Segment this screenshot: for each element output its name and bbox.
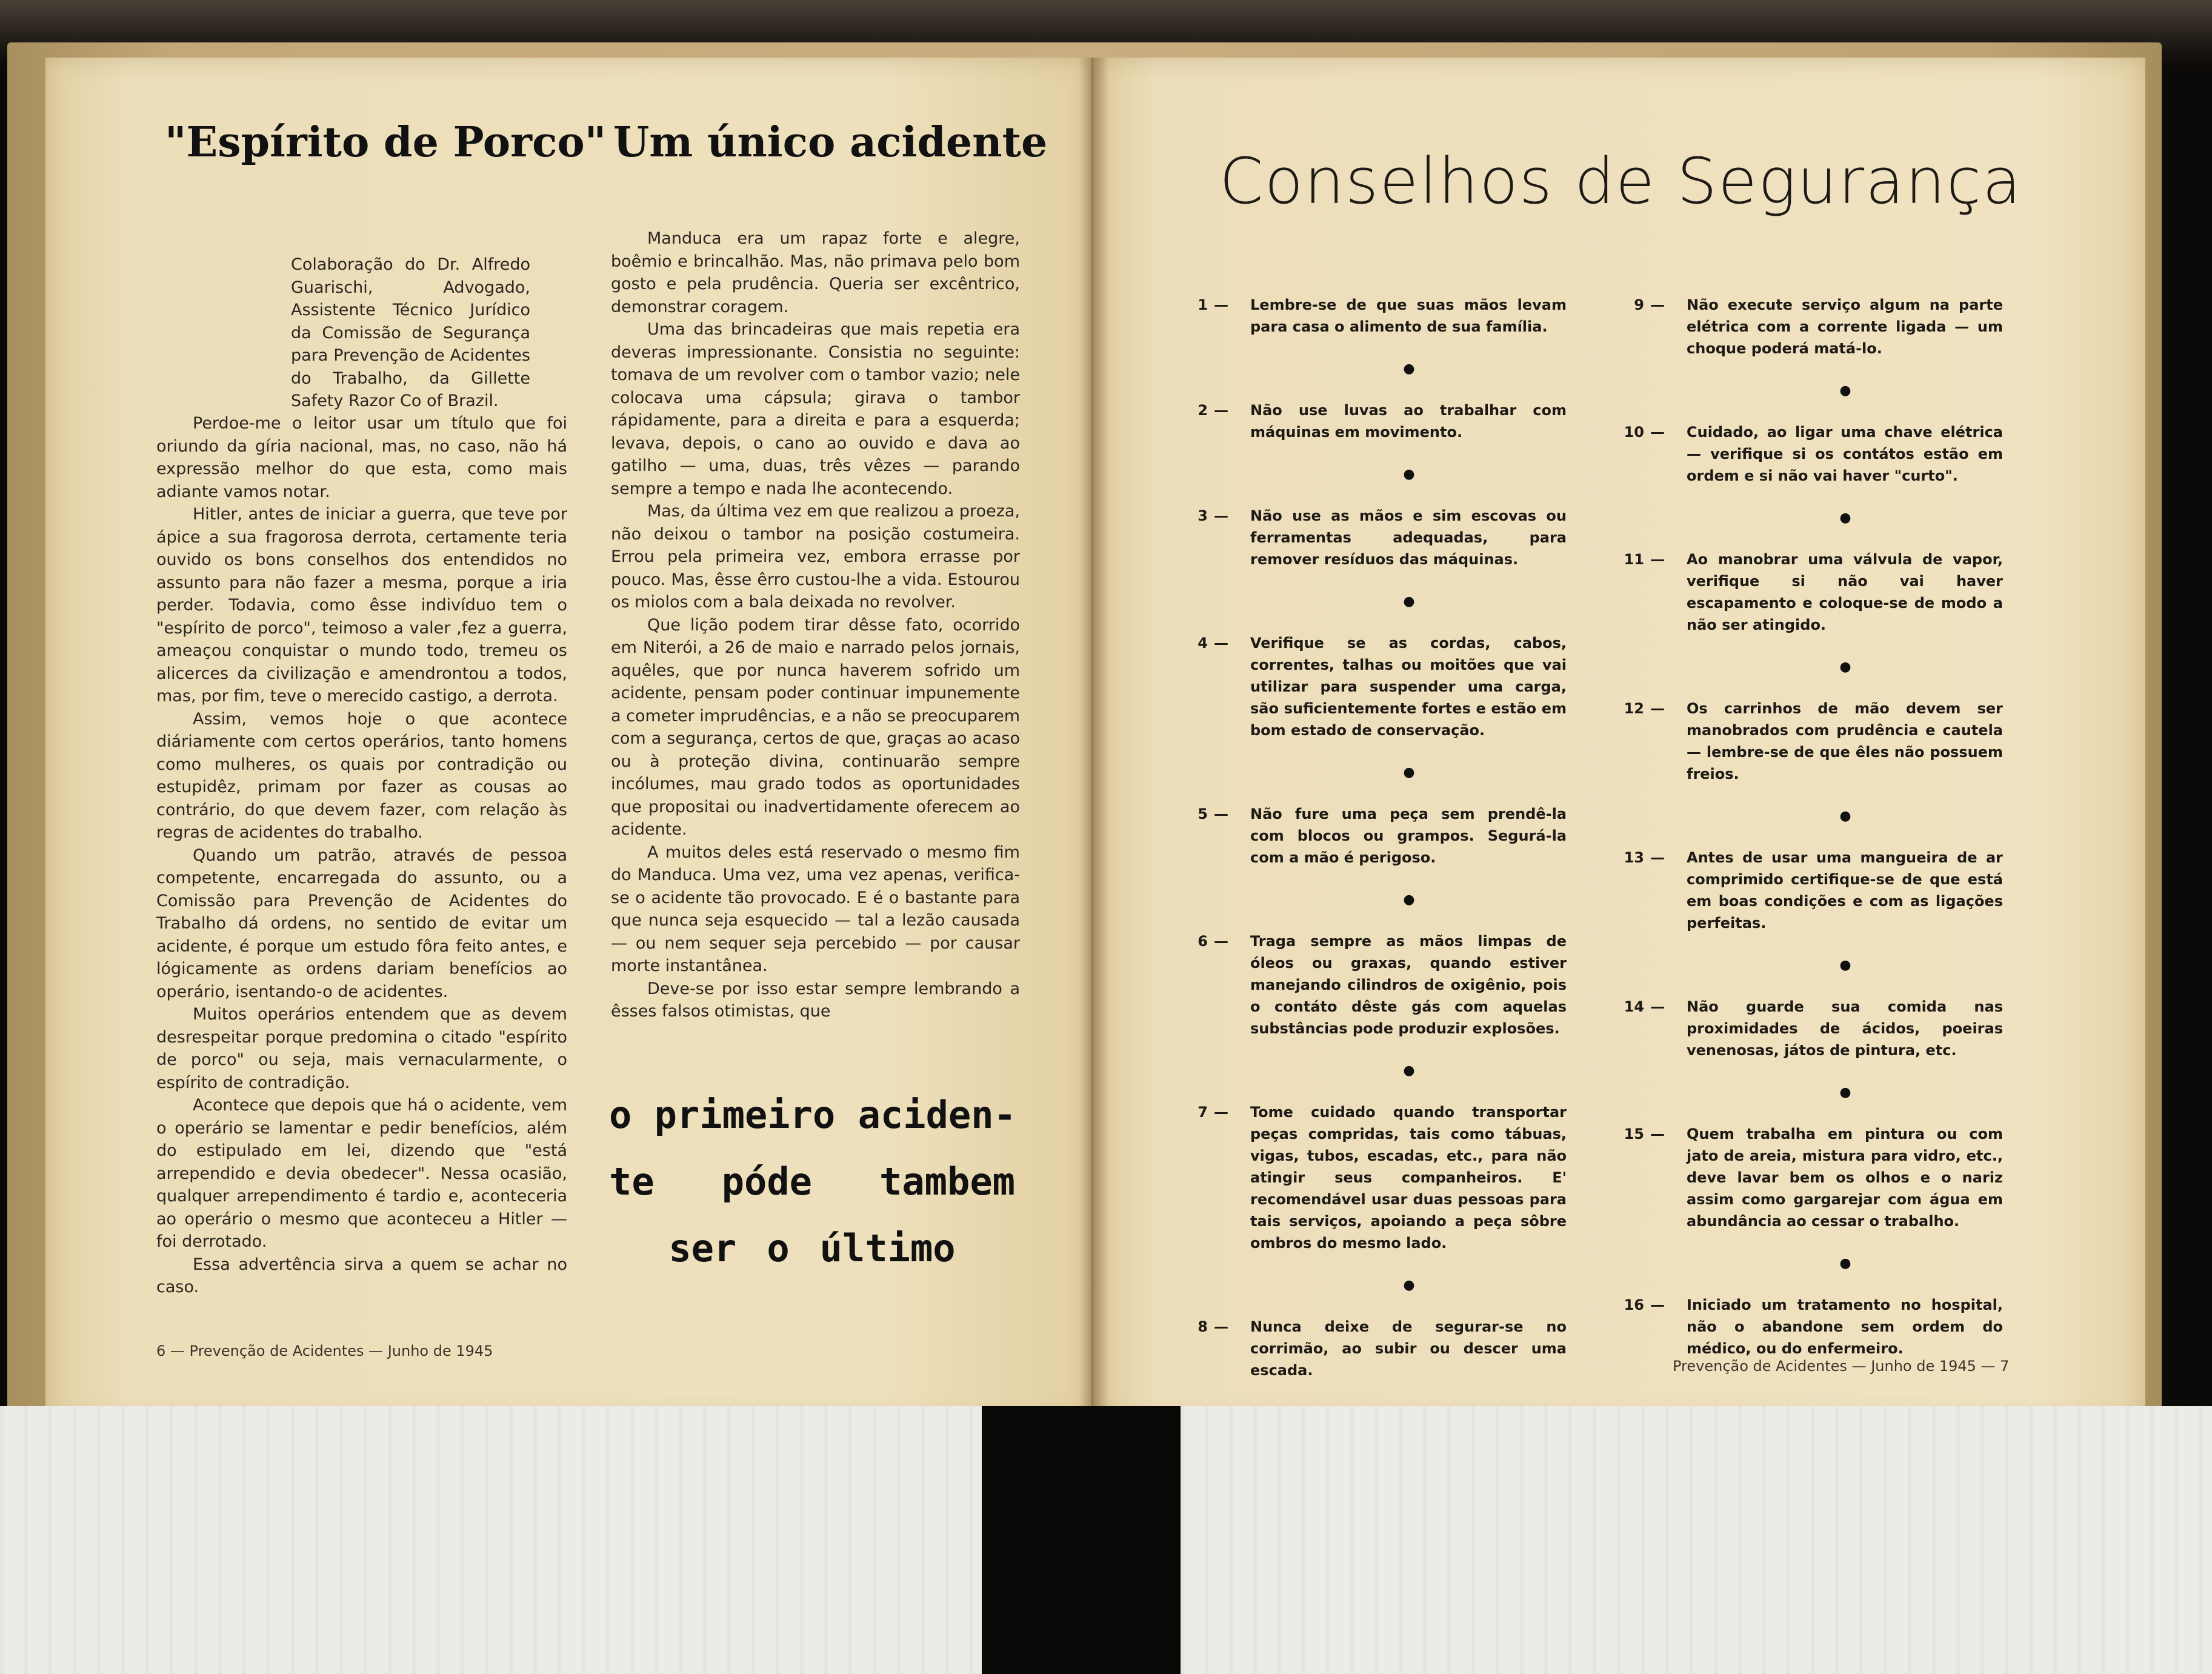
tip-number: 6 xyxy=(1198,933,1208,950)
tip-text: Os carrinhos de mão devem ser manobrados com prudência e cautela — lembre-se de que êles não possuem freios. xyxy=(1687,700,2003,782)
tip-item xyxy=(1179,803,1567,869)
bullet-separator: ● xyxy=(1403,593,1415,609)
article1-paragraph: Acontece que depois que há o acidente, vem o operário se lamentar e pedir benefícios, além do estipulado em lei, dizendo que "está arrependido e devia obedecer". Nessa ocasião, qualquer arrependimento é tardio e, aconteceria ao operário o mesmo que aconteceu a Hitler — foi derrotado. xyxy=(156,1096,567,1251)
bullet-separator: ● xyxy=(1839,382,1851,398)
callout-primeiro-acidente xyxy=(609,1082,1016,1282)
callout-word: o xyxy=(767,1226,790,1270)
right-page-footer: Prevenção de Acidentes — Junho de 1945 — 7 xyxy=(1673,1358,2010,1375)
bullet-separator: ● xyxy=(1839,957,1851,973)
tip-item xyxy=(1615,1294,2003,1359)
tip-text: Antes de usar uma mangueira de ar comprimido certifique-se de que está em boas condições e com as ligações perfeitas. xyxy=(1687,849,2003,932)
tip-text: Lembre-se de que suas mãos levam para casa o alimento de sua família. xyxy=(1250,296,1567,335)
tip-text: Não guarde sua comida nas proximidades de ácidos, poeiras venenosas, játos de pintura, etc. xyxy=(1687,998,2003,1059)
article2-paragraph: Deve-se por isso estar sempre lembrando a êsses falsos otimistas, que xyxy=(611,979,1020,1021)
scanner-pad-left xyxy=(0,1406,982,1674)
callout-word: último xyxy=(819,1226,956,1270)
tip-number: 3 xyxy=(1198,507,1208,524)
bullet-separator: ● xyxy=(1839,510,1851,525)
bullet-separator: ● xyxy=(1839,659,1851,675)
tip-dash: — xyxy=(1214,635,1228,652)
callout-word: ser xyxy=(668,1226,737,1270)
tip-item xyxy=(1615,996,2003,1061)
tip-item xyxy=(1615,698,2003,785)
tip-number: 15 xyxy=(1624,1125,1644,1142)
article2-paragraph: Mas, da última vez em que realizou a proeza, não deixou o tambor na posição costumeira. Errou pela primeira vez, embora errasse por pouco. Mas, êsse êrro custou-lhe a vida. Estourou os miolos com a bala deixada no revolver. xyxy=(611,502,1020,612)
tip-item xyxy=(1615,294,2003,359)
article2-paragraph: A muitos deles está reservado o mesmo fim do Manduca. Uma vez, uma vez apenas, verifica-se o acidente tão provocado. E é o bastante para que nunca seja esquecido — tal a lezão causada — ou nem sequer seja percebido — por causar morte instantânea. xyxy=(611,842,1020,975)
callout-word: te xyxy=(609,1159,655,1204)
article-espirito-de-porco xyxy=(156,412,567,1299)
tip-number: 11 xyxy=(1624,551,1644,568)
tip-item xyxy=(1615,421,2003,487)
tip-text: Traga sempre as mãos limpas de óleos ou graxas, quando estiver manejando cilindros de oxigênio, pois o contáto dêste gás com aquelas substâncias pode produzir explosões. xyxy=(1250,933,1567,1037)
tip-dash: — xyxy=(1650,1296,1665,1313)
scanner-spine-gap xyxy=(982,1406,1181,1674)
tips-column-left xyxy=(1179,294,1567,1381)
tip-item xyxy=(1615,1123,2003,1232)
bullet-separator: ● xyxy=(1403,764,1415,780)
tip-item xyxy=(1179,294,1567,338)
article-um-unico-acidente xyxy=(611,227,1020,1023)
tip-number: 16 xyxy=(1624,1296,1644,1313)
article1-paragraph: Muitos operários entendem que as devem desrespeitar porque predomina o citado "espírito de porco" ou seja, mais vernacularmente, o espírito de contradição. xyxy=(156,1005,567,1092)
tip-text: Cuidado, ao ligar uma chave elétrica — verifique si os contátos estão em ordem e si não vai haver "curto". xyxy=(1687,424,2003,484)
tip-number: 2 xyxy=(1198,402,1208,419)
tip-number: 5 xyxy=(1198,805,1208,822)
tip-dash: — xyxy=(1650,551,1665,568)
article1-paragraph: Assim, vemos hoje o que acontece diáriamente com certos operários, tanto homens como mulheres, os quais por contradição ou estupidêz, primam por fazer as cousas ao contrário, do que devem fazer, com relação às regras de acidentes do trabalho. xyxy=(156,709,567,842)
callout-line-2 xyxy=(609,1149,1015,1215)
tip-text: Não execute serviço algum na parte elétrica com a corrente ligada — um choque poderá matá-lo. xyxy=(1687,296,2003,357)
book-gutter xyxy=(1079,58,1109,1421)
bullet-separator: ● xyxy=(1403,1062,1415,1078)
left-page-footer: 6 — Prevenção de Acidentes — Junho de 1945 xyxy=(156,1342,493,1359)
tip-text: Não use as mãos e sim escovas ou ferramentas adequadas, para remover resíduos das máquinas. xyxy=(1250,507,1567,568)
tip-dash: — xyxy=(1650,424,1665,441)
article2-paragraph: Uma das brincadeiras que mais repetia era deveras impressionante. Consistia no seguinte: tomava de um revolver com o tambor vazio; nele colocava uma cápsula; girava o tambor rápidamente, para a direita e para a esquerda; levava, depois, o cano ao ouvido e dava ao gatilho — uma, duas, três vêzes — parando sempre a tempo e nada lhe acontecendo. xyxy=(611,320,1020,498)
tip-item xyxy=(1179,505,1567,570)
bullet-separator: ● xyxy=(1403,466,1415,482)
tip-text: Não use luvas ao trabalhar com máquinas em movimento. xyxy=(1250,402,1567,441)
tip-dash: — xyxy=(1650,998,1665,1015)
headline-espirito-de-porco: "Espírito de Porco" xyxy=(165,118,607,167)
tip-number: 7 xyxy=(1198,1104,1208,1121)
tip-dash: — xyxy=(1214,933,1228,950)
tip-dash: — xyxy=(1214,1104,1228,1121)
tips-column-right xyxy=(1615,294,2003,1359)
tip-number: 12 xyxy=(1624,700,1644,717)
tip-text: Tome cuidado quando transportar peças compridas, tais como tábuas, vigas, tubos, escadas, etc., para não atingir seus companheiros. E' recomendável usar duas pessoas para tais serviços, apoiando a peça sôbre ombros do mesmo lado. xyxy=(1250,1104,1567,1252)
article1-paragraph: Hitler, antes de iniciar a guerra, que teve por ápice a sua fragorosa derrota, certamente teria ouvido os bons conselhos dos entendidos no assunto para não fazer a mesma, porque a iria perder. Todavia, como êsse indivíduo tem o "espírito de porco", teimoso a valer ,fez a guerra, ameaçou conquistar o mundo todo, tremeu os alicerces da civilização e amendrontou a todos, mas, por fim, teve o merecido castigo, a derrota. xyxy=(156,505,567,705)
tip-dash: — xyxy=(1214,402,1228,419)
article2-paragraph: Que lição podem tirar dêsse fato, ocorrido em Niterói, a 26 de maio e narrado pelos jornais, aquêles, que por nunca haverem sofrido um acidente, pensam poder continuar impunemente a cometer imprudências, e a não se preocuparem com a segurança, certos de que, graças ao acaso ou à proteção divina, continuarão sempre incólumes, mau grado todos as oportunidades que propositai ou inadvertidamente oferecem ao acidente. xyxy=(611,615,1020,839)
callout-line-1: o primeiro aciden- xyxy=(609,1093,1016,1137)
tip-number: 1 xyxy=(1198,296,1208,313)
tip-item xyxy=(1615,549,2003,636)
tip-text: Quem trabalha em pintura ou com jato de areia, mistura para vidro, etc., deve lavar bem os olhos e o nariz assim como gargarejar com água em abundância ao cessar o trabalho. xyxy=(1687,1125,2003,1230)
callout-word: póde xyxy=(721,1159,812,1204)
byline-text: Colaboração do Dr. Alfredo Guarischi, Advogado, Assistente Técnico Jurídico da Comissão de Segurança para Prevenção de Acidentes do Trabalho, da Gillette Safety Razor Co of Brazil. xyxy=(291,255,530,410)
tip-item xyxy=(1179,1316,1567,1381)
tip-dash: — xyxy=(1650,296,1665,313)
tip-item xyxy=(1179,930,1567,1039)
tip-dash: — xyxy=(1214,296,1228,313)
bullet-separator: ● xyxy=(1403,1277,1415,1293)
tip-dash: — xyxy=(1650,700,1665,717)
tip-text: Iniciado um tratamento no hospital, não o abandone sem ordem do médico, ou do enfermeiro. xyxy=(1687,1296,2003,1357)
tip-number: 14 xyxy=(1624,998,1644,1015)
headline-um-unico-acidente: Um único acidente xyxy=(613,118,1048,167)
tip-number: 13 xyxy=(1624,849,1644,866)
bullet-separator: ● xyxy=(1839,1084,1851,1100)
tip-dash: — xyxy=(1650,1125,1665,1142)
conselhos-title: Conselhos de Segurança xyxy=(1219,144,2022,218)
bullet-separator: ● xyxy=(1403,892,1415,907)
bullet-separator: ● xyxy=(1403,361,1415,376)
callout-line-3 xyxy=(609,1215,1015,1282)
tip-dash: — xyxy=(1214,805,1228,822)
tip-text: Nunca deixe de segurar-se no corrimão, ao subir ou descer uma escada. xyxy=(1250,1318,1567,1379)
article2-paragraph: Manduca era um rapaz forte e alegre, boêmio e brincalhão. Mas, não primava pelo bom gosto e pela prudência. Queria ser excêntrico, demonstrar coragem. xyxy=(611,229,1020,316)
article1-paragraph: Essa advertência sirva a quem se achar no caso. xyxy=(156,1255,567,1296)
tip-item xyxy=(1615,847,2003,934)
tip-number: 10 xyxy=(1624,424,1644,441)
article1-paragraph: Perdoe-me o leitor usar um título que foi oriundo da gíria nacional, mas, no caso, não há expressão melhor do que esta, como mais adiante vamos notar. xyxy=(156,414,567,501)
tip-text: Ao manobrar uma válvula de vapor, verifique si não vai haver escapamento e coloque-se de modo a não ser atingido. xyxy=(1687,551,2003,633)
tip-number: 9 xyxy=(1634,296,1644,313)
tip-dash: — xyxy=(1650,849,1665,866)
tip-text: Não fure uma peça sem prendê-la com blocos ou grampos. Segurá-la com a mão é perigoso. xyxy=(1250,805,1567,866)
bullet-separator: ● xyxy=(1839,1255,1851,1271)
article-byline xyxy=(291,253,530,413)
tip-item xyxy=(1179,1101,1567,1254)
callout-word: tambem xyxy=(879,1159,1015,1204)
bullet-separator: ● xyxy=(1839,808,1851,824)
tip-text: Verifique se as cordas, cabos, correntes, talhas ou moitões que vai utilizar para suspender uma carga, são suficientemente fortes e estão em bom estado de conservação. xyxy=(1250,635,1567,739)
tip-dash: — xyxy=(1214,507,1228,524)
tip-item xyxy=(1179,399,1567,443)
scanner-pad-right xyxy=(1181,1406,2212,1674)
tip-number: 4 xyxy=(1198,635,1208,652)
tip-number: 8 xyxy=(1198,1318,1208,1335)
tip-dash: — xyxy=(1214,1318,1228,1335)
article1-paragraph: Quando um patrão, através de pessoa competente, encarregada do assunto, ou a Comissão para Prevenção de Acidentes do Trabalho dá ordens, no sentido de evitar um acidente, é porque um estudo fôra feito antes, e lógicamente as ordens dariam benefícios ao operário, isentando-o de acidentes. xyxy=(156,845,567,1001)
tip-item xyxy=(1179,632,1567,741)
